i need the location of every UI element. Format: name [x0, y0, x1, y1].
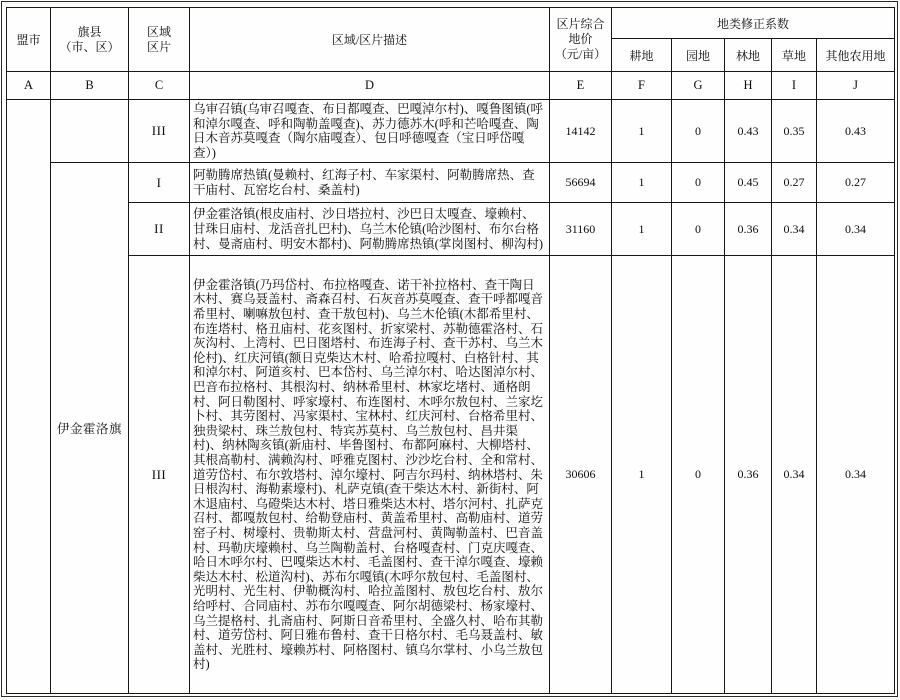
land-price-table [6, 7, 895, 694]
cell-coef-garden: 0 [672, 163, 725, 203]
table-row [7, 100, 895, 163]
cell-coef-grass: 0.35 [772, 100, 817, 163]
cell-coef-farmland: 1 [612, 163, 672, 203]
column-letter-a: A [7, 72, 51, 100]
cell-zone: II [129, 203, 190, 256]
column-letter-h: H [725, 72, 772, 100]
header-quyu-line2: 区片 [146, 39, 171, 54]
cell-coef-forest: 0.36 [725, 256, 772, 694]
header-land-type-forest: 林地 [725, 39, 772, 72]
cell-zone: III [129, 256, 190, 694]
cell-coef-other: 0.43 [817, 100, 895, 163]
cell-price: 56694 [550, 163, 612, 203]
cell-county-empty [51, 100, 129, 163]
cell-mengshi-empty [7, 100, 51, 694]
table-row [7, 203, 895, 256]
header-land-type-garden: 园地 [672, 39, 725, 72]
column-letter-j: J [817, 72, 895, 100]
cell-coef-forest: 0.45 [725, 163, 772, 203]
cell-coef-grass: 0.27 [772, 163, 817, 203]
header-mengshi: 盟市 [7, 8, 51, 72]
cell-coef-farmland: 1 [612, 100, 672, 163]
header-price [550, 8, 612, 72]
column-letter-f: F [612, 72, 672, 100]
cell-coef-garden: 0 [672, 100, 725, 163]
cell-zone: I [129, 163, 190, 203]
header-quyu-line1: 区域 [146, 24, 171, 39]
cell-description: 伊金霍洛镇(根皮庙村、沙日塔拉村、沙巴日太嘎查、壕赖村、甘珠日庙村、龙活音扎巴村)、乌兰木伦镇(哈沙图村、布尔台格村、曼斋庙村、明安木都村)、阿勒腾席热镇(掌岗图村、柳沟村) [190, 203, 550, 256]
cell-coef-garden: 0 [672, 203, 725, 256]
cell-coef-forest: 0.36 [725, 203, 772, 256]
cell-coef-farmland: 1 [612, 256, 672, 694]
header-quyu-qupian [129, 8, 190, 72]
cell-price: 30606 [550, 256, 612, 694]
cell-description: 伊金霍洛镇(乃玛岱村、布拉格嘎查、诺干补拉格村、查干陶日木村、赛乌聂盖村、斋森召村、石灰音苏莫嘎查、查干呼都嘎音希里村、喇嘛敖包村、查干敖包村)、乌兰木伦镇(木都希里村、布连塔村、格丑庙村、花亥图村、折家梁村、苏勒德霍洛村、石灰沟村、上湾村、巴日图塔村、布连海子村、查干苏村、乌兰木伦村)、红庆河镇(额日克柴达木村、哈希拉嘎村、白格针村、其和淖尔村、阿道亥村、巴本岱村、乌兰淖尔村、哈达图淖尔村、巴音布拉格村、其根沟村、纳林希里村、林家圪堵村、通格朗村、阿日勒图村、呼家壕村、布连图村、木呼尔敖包村、兰家圪卜村、其劳图村、冯家渠村、宝林村、红庆河村、台格希里村、独贵梁村、珠兰敖包村、特宾苏莫村、乌兰敖包村、昌井渠村)、纳林陶亥镇(新庙村、毕鲁图村、布都阿麻村、大柳塔村、其根高勒村、满赖沟村、呼雅克图村、沙沙圪台村、全和常村、道劳岱村、布尔敦塔村、淖尔壕村、阿吉尔玛村、纳林塔村、朱日根沟村、海勒素壕村)、札萨克镇(查干柴达木村、新街村、阿木退庙村、乌磴柴达木村、塔日雅柴达木村、塔尔河村、扎萨克召村、都嘎敖包村、给勒登庙村、黄盖希里村、高勒庙村、道劳窑子村、树壕村、贵勒斯太村、营盘河村、黄陶勒盖村、巴音盖村、玛勒庆壕赖村、乌兰陶勒盖村、台格嘎查村、门克庆嘎查、哈日木呼尔村、巴嘎柴达木村、毛盖图村、查干淖尔嘎查、壕赖柴达木村、松道沟村)、苏布尔嘎镇(木呼尔敖包村、毛盖图村、光明村、光生村、伊勒概沟村、哈拉盖图村、敖包圪台村、敖尔给呼村、合同庙村、苏布尔嘎嘎查、阿尔胡德梁村、杨家壕村、乌兰提格村、扎斋庙村、阿斯日音希里村、全盛久村、哈布其勒村、道劳岱村、阿日雅布鲁村、查干日格尔村、毛乌聂盖村、敏盖村、光胜村、壕赖苏村、阿格图村、镇乌尔掌村、小乌兰敖包村) [190, 256, 550, 694]
header-price-line1: 区片综合 [556, 17, 605, 31]
table-row [7, 256, 895, 694]
cell-coef-forest: 0.43 [725, 100, 772, 163]
cell-coef-garden: 0 [672, 256, 725, 694]
cell-coef-other: 0.34 [817, 203, 895, 256]
header-qixian-line1: 旗县 [77, 24, 102, 39]
header-price-line2: 地价 [568, 32, 593, 46]
header-description: 区域/区片描述 [190, 8, 550, 72]
header-land-type-farmland: 耕地 [612, 39, 672, 72]
cell-coef-other: 0.27 [817, 163, 895, 203]
column-letter-b: B [51, 72, 129, 100]
cell-zone: III [129, 100, 190, 163]
cell-county: 伊金霍洛旗 [51, 163, 129, 694]
column-letter-g: G [672, 72, 725, 100]
header-qixian [51, 8, 129, 72]
header-land-type-other: 其他农用地 [817, 39, 895, 72]
column-letter-e: E [550, 72, 612, 100]
header-land-type-grass: 草地 [772, 39, 817, 72]
cell-coef-other: 0.34 [817, 256, 895, 694]
table-row [7, 163, 895, 203]
header-price-line3: （元/亩） [554, 47, 607, 61]
column-letter-c: C [129, 72, 190, 100]
cell-coef-grass: 0.34 [772, 203, 817, 256]
cell-description: 乌审召镇(乌审召嘎查、布日都嘎查、巴嘎淖尔村)、嘎鲁图镇(呼和淖尔嘎查、呼和陶勒盖嘎查)、苏力德苏木(呼和芒哈嘎查、陶日木音苏莫嘎查（陶尔庙嘎查）、包日呼德嘎查（宝日呼岱嘎查）) [190, 100, 550, 163]
cell-price: 14142 [550, 100, 612, 163]
header-correction-group: 地类修正系数 [612, 8, 895, 39]
cell-coef-farmland: 1 [612, 203, 672, 256]
header-qixian-line2: （市、区） [59, 39, 120, 54]
cell-description: 阿勒腾席热镇(曼赖村、红海子村、车家渠村、阿勒腾席热、查干庙村、瓦窑圪台村、桑盖村) [190, 163, 550, 203]
column-letter-d: D [190, 72, 550, 100]
cell-coef-grass: 0.34 [772, 256, 817, 694]
column-letter-i: I [772, 72, 817, 100]
cell-price: 31160 [550, 203, 612, 256]
